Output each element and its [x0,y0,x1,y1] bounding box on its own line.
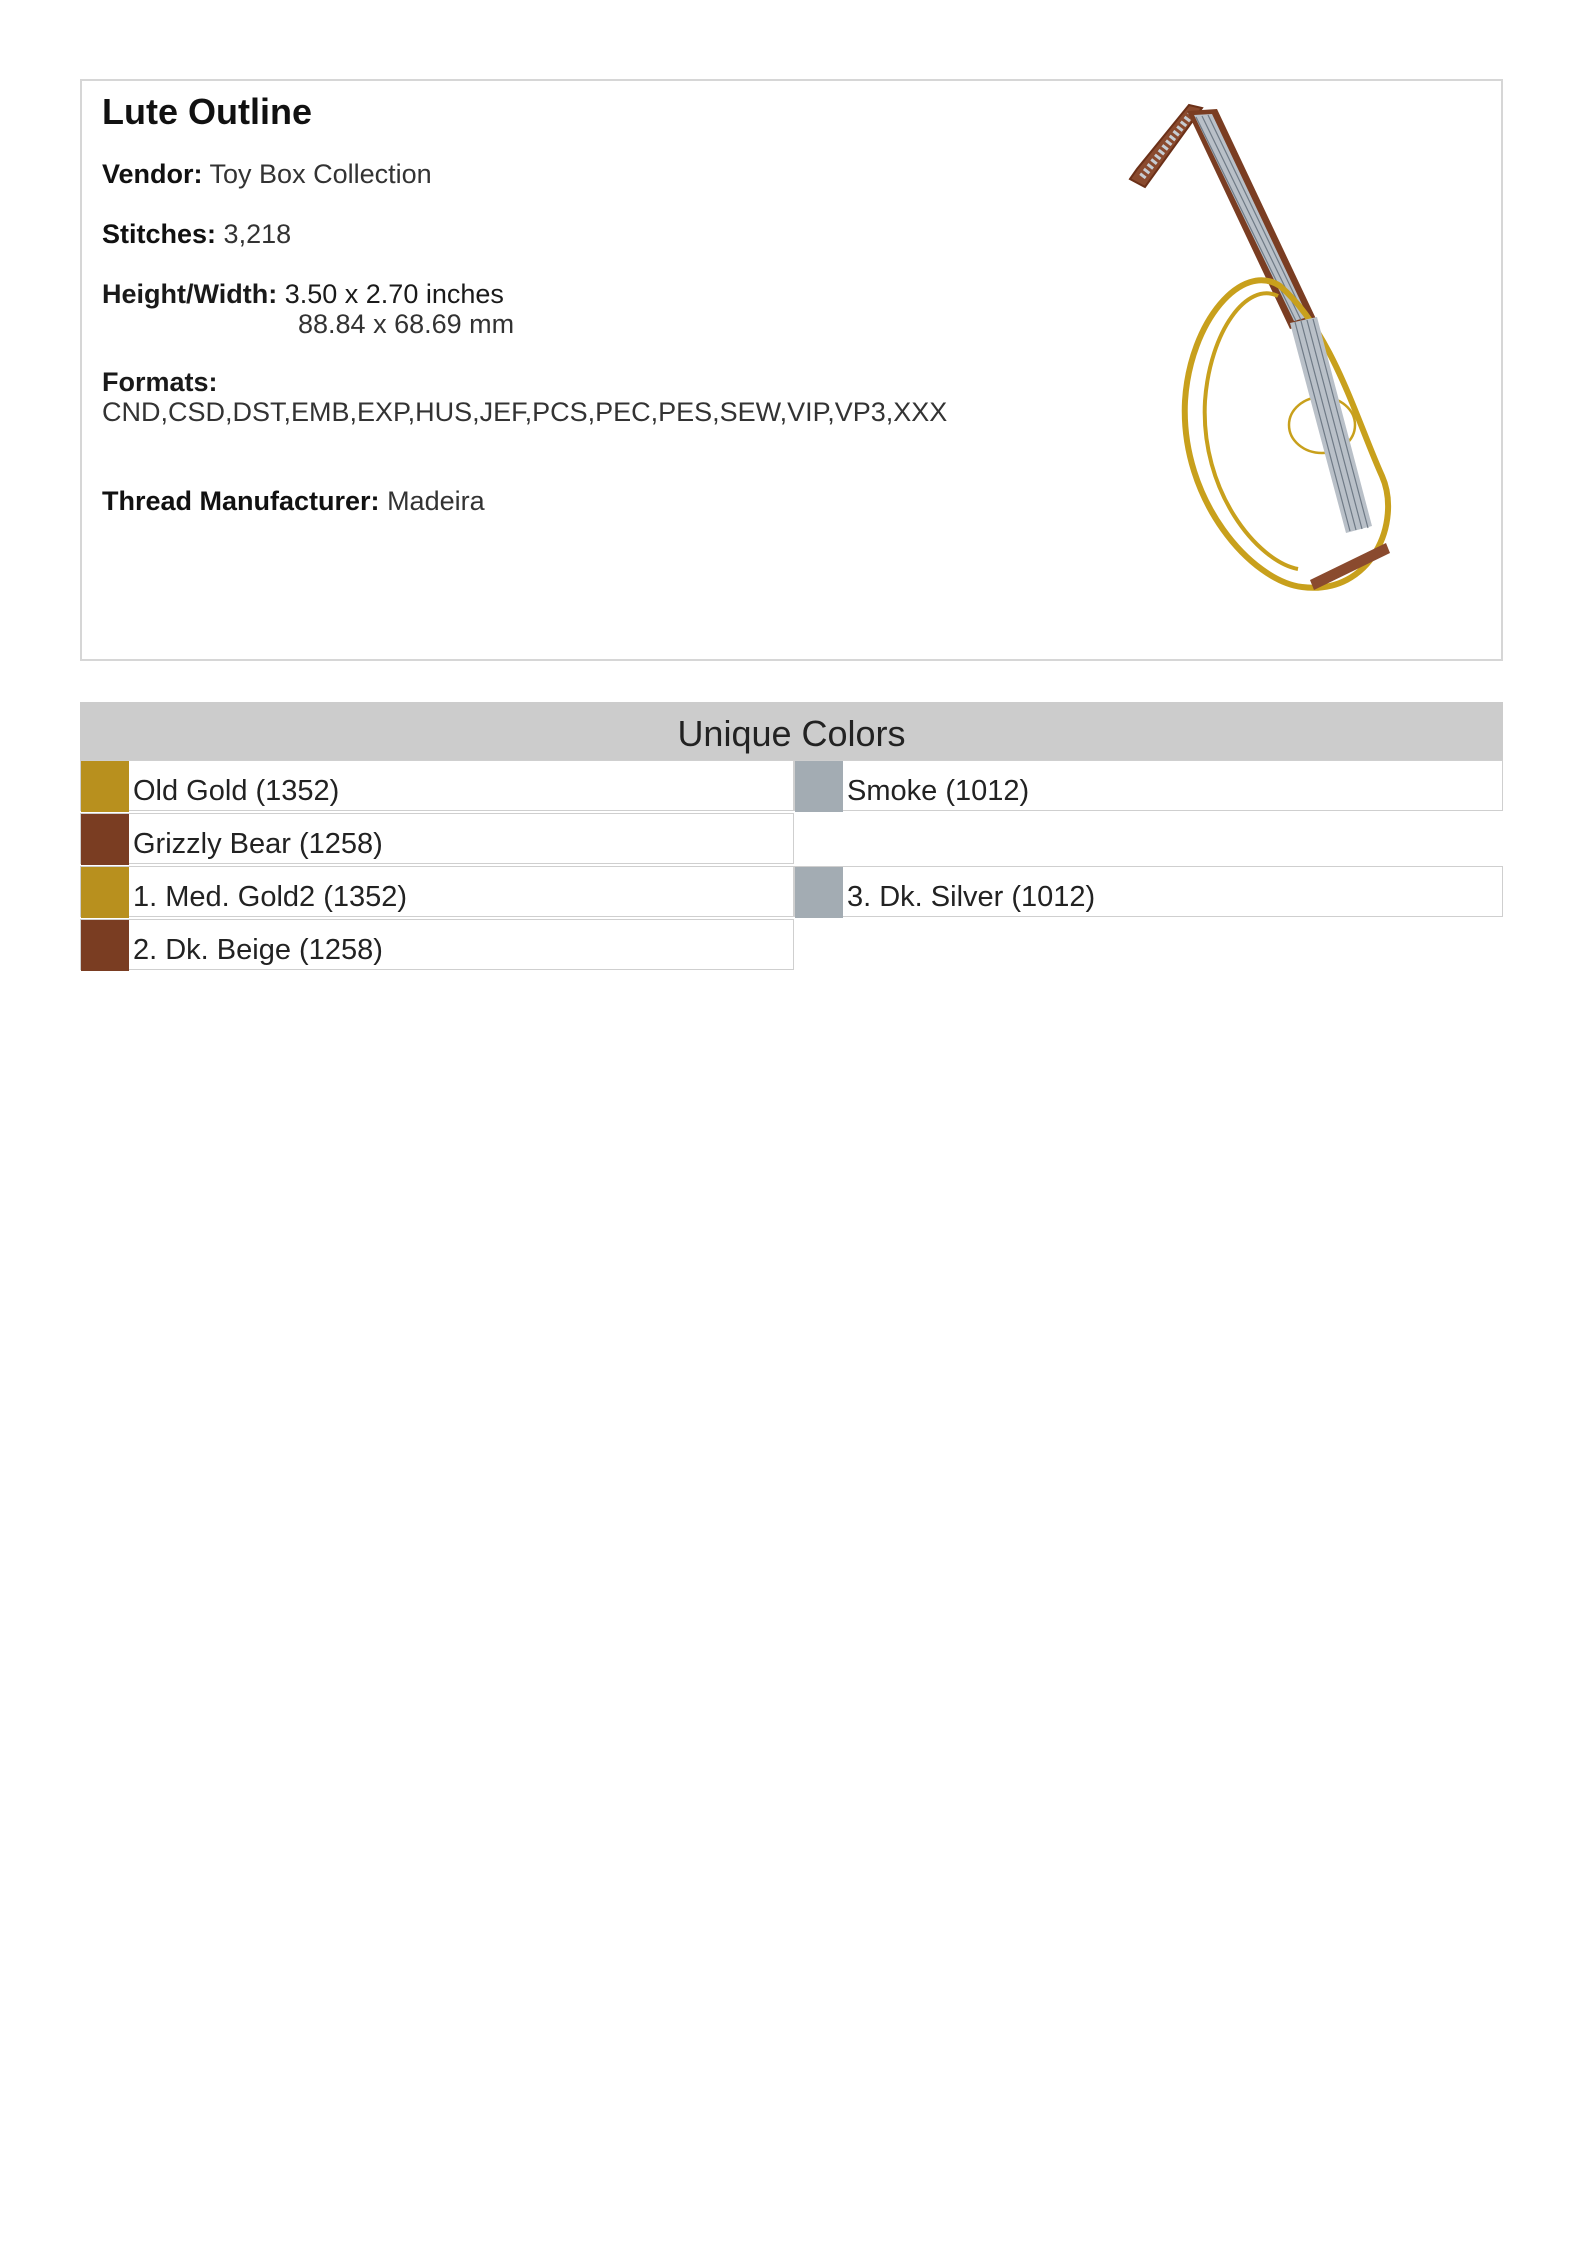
color-swatch [795,761,843,812]
color-row [794,760,1503,811]
color-swatch [81,920,129,971]
design-title: Lute Outline [102,91,312,132]
color-swatch [795,867,843,918]
color-label: 1. Med. Gold2 (1352) [133,881,408,913]
dimensions-mm: 88.84 x 68.69 mm [298,309,515,339]
color-row [80,760,794,811]
color-swatch [81,761,129,812]
thread-row [102,486,485,517]
lute-embroidery-image [1042,91,1482,656]
formats-row [102,367,1022,427]
unique-colors-header: Unique Colors [80,702,1503,760]
color-label: Smoke (1012) [847,775,1030,807]
vendor-label: Vendor: [102,159,203,189]
vendor-row [102,159,432,190]
color-swatch [81,814,129,865]
stitches-row [102,219,291,250]
dimensions-inches: 3.50 x 2.70 inches [284,279,504,309]
dimensions-label: Height/Width: [102,279,278,309]
color-row [80,813,794,864]
color-row [794,866,1503,917]
stitches-label: Stitches: [102,219,217,249]
color-row [80,919,794,970]
formats-label: Formats: [102,367,218,397]
color-label: 3. Dk. Silver (1012) [847,881,1096,913]
vendor-value: Toy Box Collection [209,159,432,189]
color-label: Grizzly Bear (1258) [133,828,383,860]
formats-value: CND,CSD,DST,EMB,EXP,HUS,JEF,PCS,PEC,PES,SEW,VIP,VP3,XXX [102,397,948,427]
color-row [80,866,794,917]
design-info-card [80,79,1503,661]
dimensions-row [102,279,515,339]
color-label: 2. Dk. Beige (1258) [133,934,383,966]
thread-label: Thread Manufacturer: [102,486,380,516]
thread-value: Madeira [387,486,485,516]
color-swatch [81,867,129,918]
color-label: Old Gold (1352) [133,775,340,807]
stitches-value: 3,218 [223,219,292,249]
